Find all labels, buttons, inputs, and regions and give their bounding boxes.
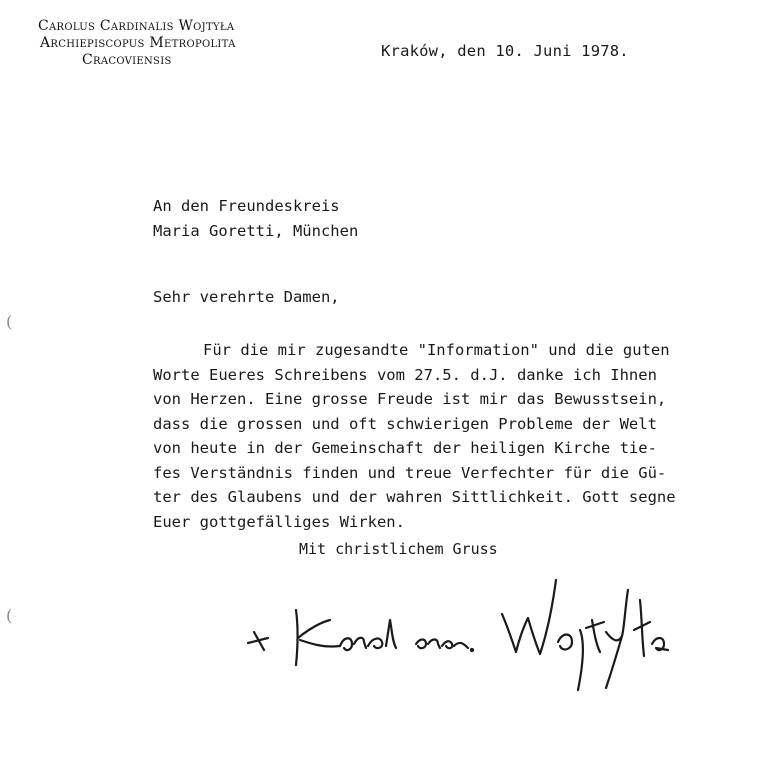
margin-mark: ( xyxy=(6,312,13,331)
body-line: dass die grossen und oft schwierigen Probleme der Welt xyxy=(153,414,657,433)
addressee-line-1: An den Freundeskreis xyxy=(153,197,340,215)
body-line: ter des Glaubens und der wahren Sittlichkeit. Gott segne xyxy=(153,488,676,506)
closing-phrase: Mit christlichem Gruss xyxy=(299,540,498,558)
body-line: Euer gottgefälliges Wirken. xyxy=(153,512,405,531)
body-line: von Herzen. Eine grosse Freude ist mir das Bewusstsein, xyxy=(153,390,667,408)
letterhead-line-name: Carolus Cardinalis Wojtyła xyxy=(38,18,235,34)
letter-body xyxy=(153,338,713,534)
salutation: Sehr verehrte Damen, xyxy=(153,288,340,306)
body-line: Worte Eueres Schreibens vom 27.5. d.J. danke ich Ihnen xyxy=(153,365,657,384)
letterhead-line-city: Cracoviensis xyxy=(82,52,172,68)
margin-mark: ( xyxy=(6,606,13,625)
addressee-line-2: Maria Goretti, München xyxy=(153,222,359,240)
body-line: fes Verständnis finden und treue Verfechter für die Gü- xyxy=(153,463,667,482)
handwritten-signature xyxy=(240,570,680,700)
addressee-block xyxy=(153,194,358,244)
body-line: von heute in der Gemeinschaft der heiligen Kirche tie- xyxy=(153,439,657,457)
body-line: Für die mir zugesandte "Information" und die guten xyxy=(203,341,670,359)
letterhead-line-title: Archiepiscopus Metropolita xyxy=(40,35,236,51)
letterhead xyxy=(36,18,296,69)
letter-date: Kraków, den 10. Juni 1978. xyxy=(381,42,629,60)
